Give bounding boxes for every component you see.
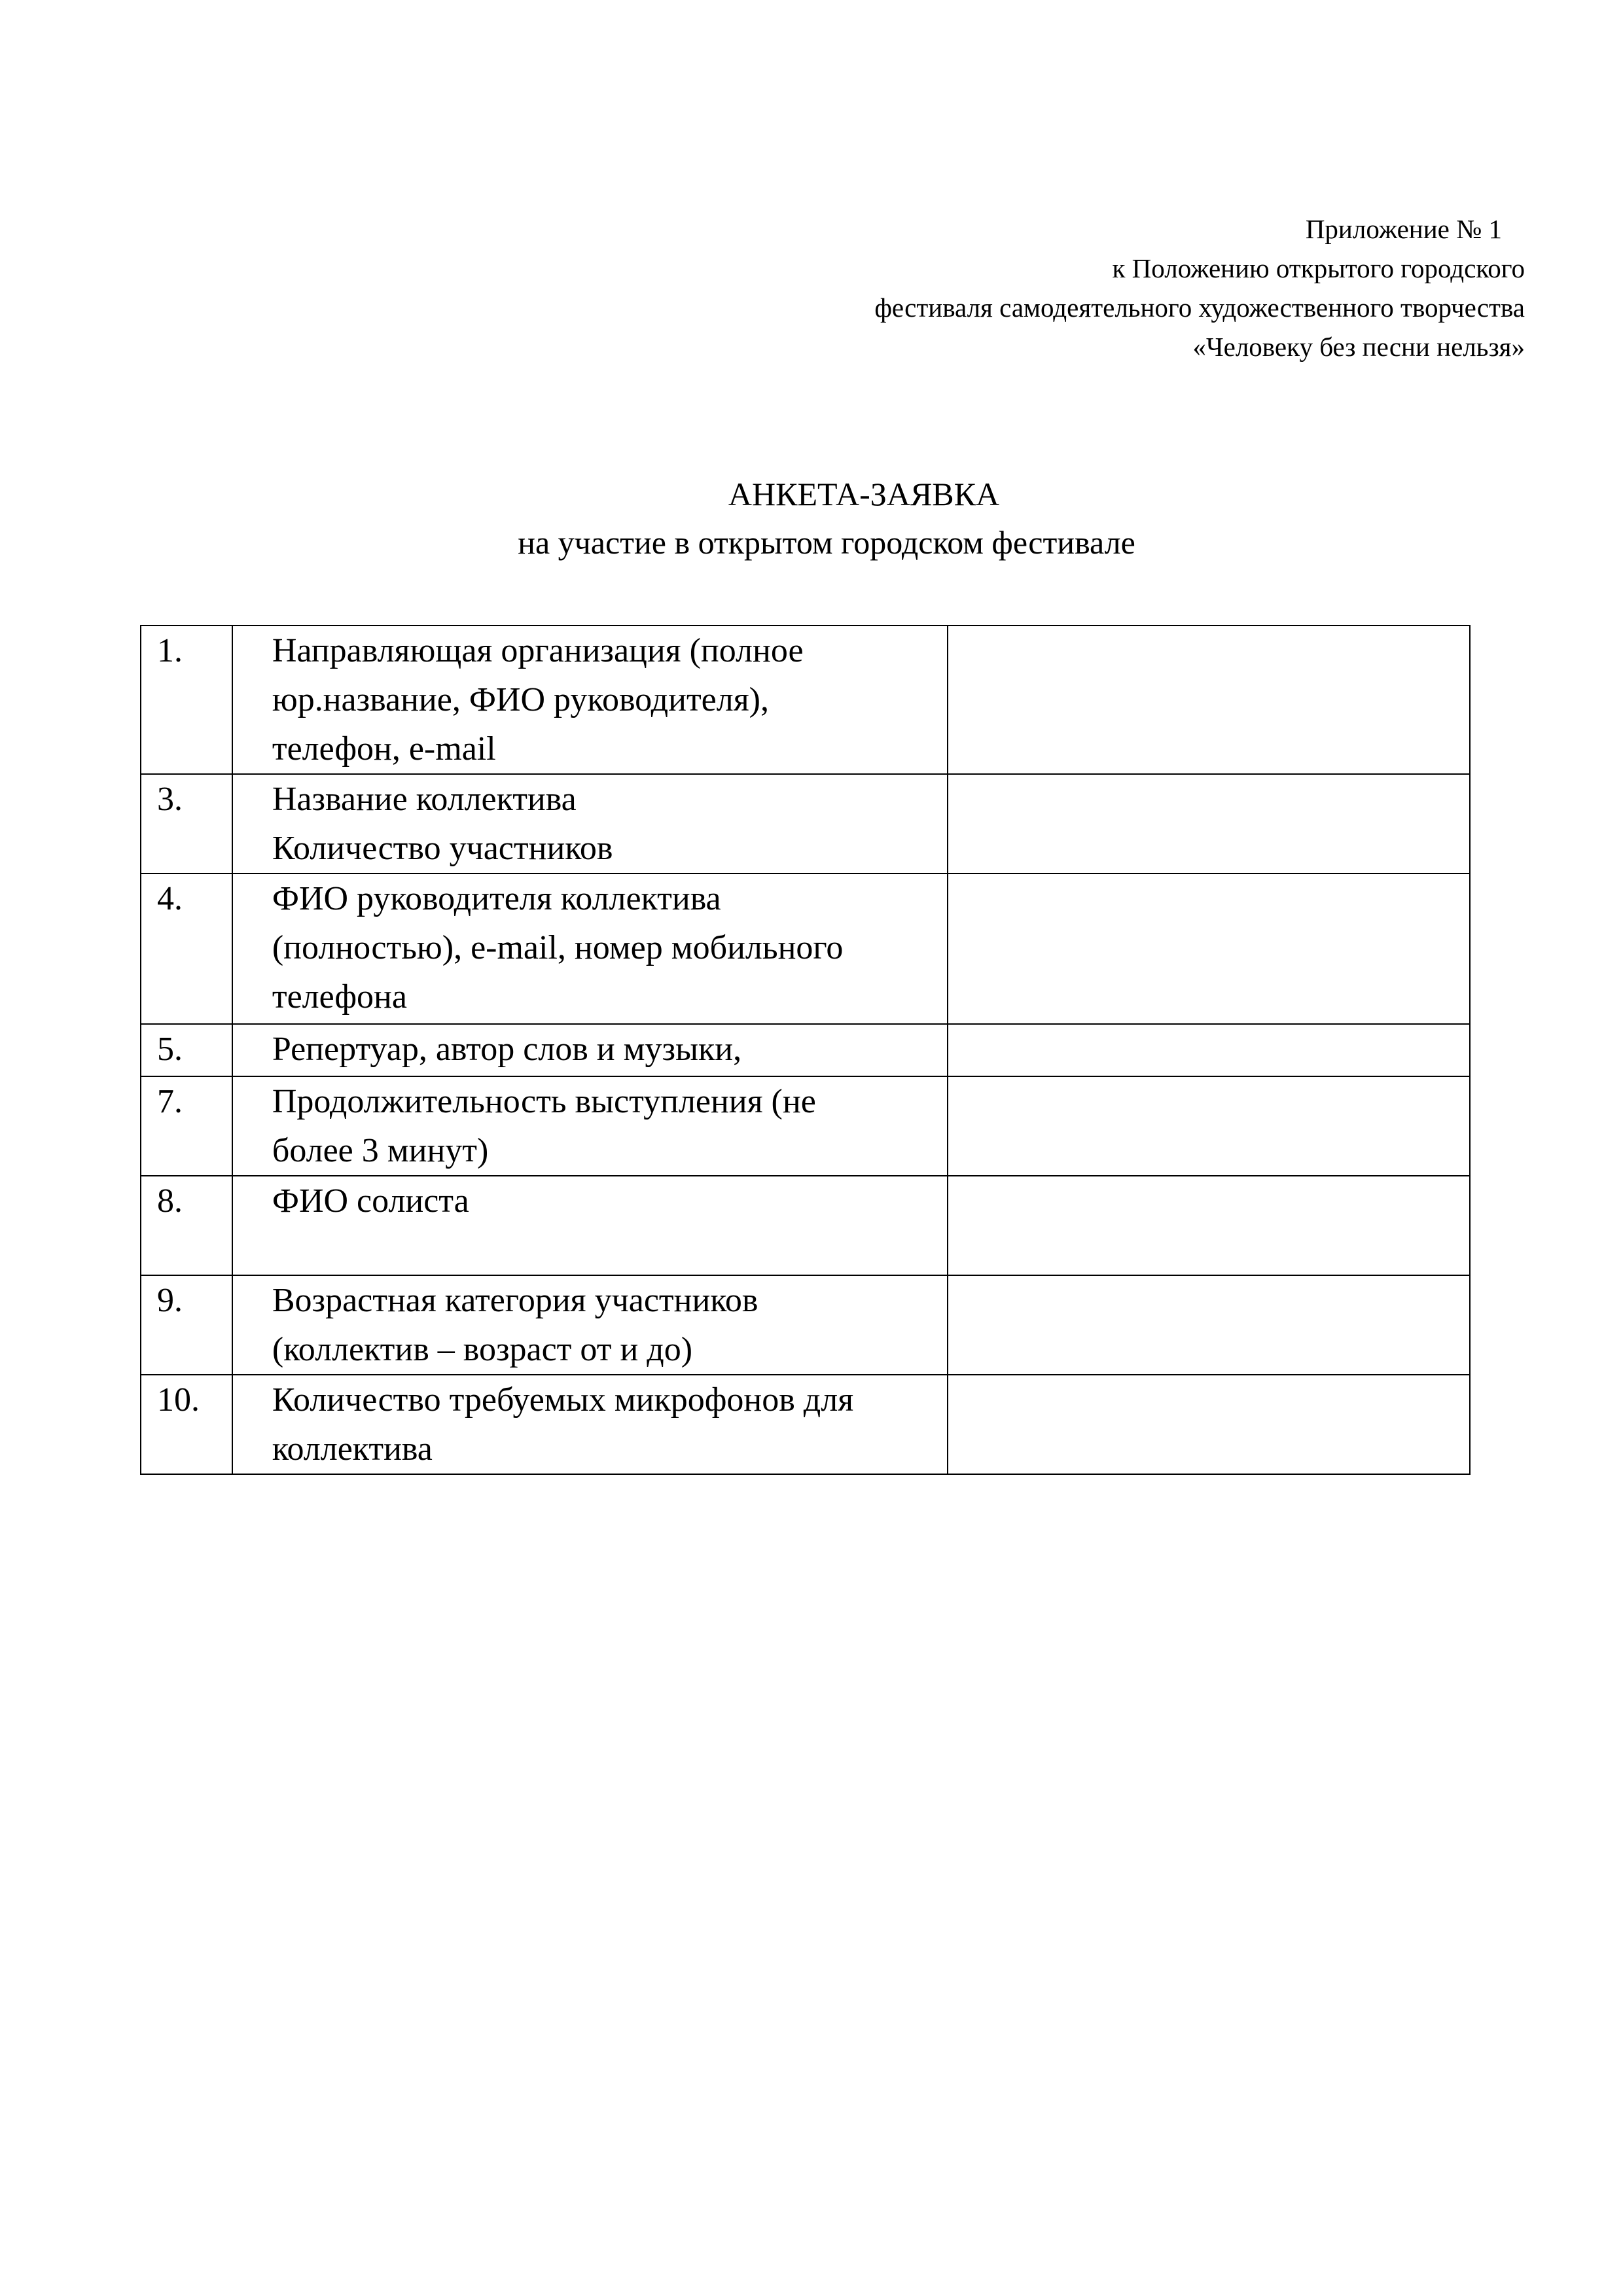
row-value-field[interactable] — [948, 1275, 1470, 1375]
row-value-field[interactable] — [948, 626, 1470, 774]
table-row — [141, 874, 1470, 1024]
row-value-field[interactable] — [948, 1076, 1470, 1176]
row-value-field[interactable] — [948, 1176, 1470, 1275]
row-label: Направляющая организация (полное юр.название, ФИО руководителя), телефон, e-mail — [232, 626, 948, 774]
row-number: 10. — [141, 1375, 232, 1474]
row-number: 9. — [141, 1275, 232, 1375]
row-number: 8. — [141, 1176, 232, 1275]
row-number: 7. — [141, 1076, 232, 1176]
table-row — [141, 1076, 1470, 1176]
row-label: Название коллектива Количество участников — [232, 774, 948, 874]
table-row — [141, 626, 1470, 774]
row-value-field[interactable] — [948, 1375, 1470, 1474]
table-row — [141, 774, 1470, 874]
appendix-header — [874, 209, 1525, 366]
table-row — [141, 1275, 1470, 1375]
application-form-table — [140, 625, 1471, 1475]
row-label: ФИО солиста — [232, 1176, 948, 1275]
table-row — [141, 1176, 1470, 1275]
appendix-line-3: фестиваля самодеятельного художественного творчества — [874, 292, 1525, 323]
form-subtitle: на участие в открытом городском фестивале — [518, 524, 1135, 561]
row-number: 3. — [141, 774, 232, 874]
appendix-line-2: к Положению открытого городского — [1112, 253, 1525, 283]
row-value-field[interactable] — [948, 874, 1470, 1024]
form-heading — [0, 470, 1623, 567]
row-number: 1. — [141, 626, 232, 774]
table-row — [141, 1024, 1470, 1076]
row-label: Возрастная категория участников (коллектив – возраст от и до) — [232, 1275, 948, 1375]
row-number: 4. — [141, 874, 232, 1024]
form-title: АНКЕТА-ЗАЯВКА — [728, 476, 1000, 512]
appendix-line-4: «Человеку без песни нельзя» — [1192, 332, 1525, 362]
row-value-field[interactable] — [948, 1024, 1470, 1076]
row-label: Продолжительность выступления (не более 3 минут) — [232, 1076, 948, 1176]
row-label: Количество требуемых микрофонов для коллектива — [232, 1375, 948, 1474]
table-row — [141, 1375, 1470, 1474]
appendix-number: Приложение № 1 — [1305, 214, 1502, 244]
row-label: ФИО руководителя коллектива (полностью), e-mail, номер мобильного телефона — [232, 874, 948, 1024]
row-number: 5. — [141, 1024, 232, 1076]
row-value-field[interactable] — [948, 774, 1470, 874]
row-label: Репертуар, автор слов и музыки, — [232, 1024, 948, 1076]
